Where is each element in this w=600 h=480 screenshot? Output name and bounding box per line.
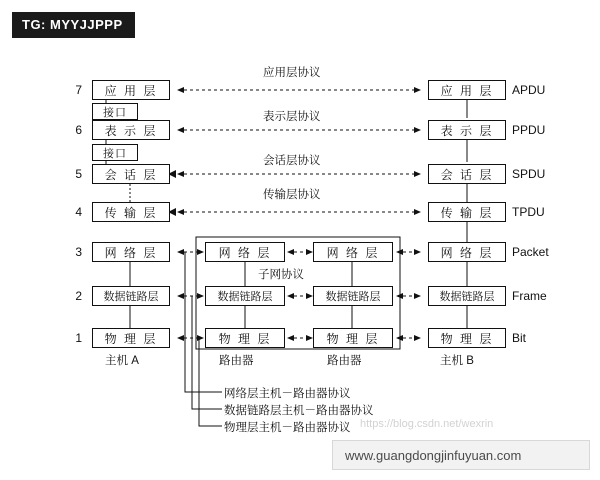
pdu-label-apdu: APDU xyxy=(512,83,546,97)
site-watermark-text: www.guangdongjinfuyuan.com xyxy=(345,447,522,463)
layer-number-4: 4 xyxy=(75,205,82,219)
layer-number-3: 3 xyxy=(75,245,82,259)
host-a-layer-physical[interactable]: 物 理 层 xyxy=(92,328,170,348)
subnet-protocol-label: 子网协议 xyxy=(258,269,304,281)
host-b-layer-presentation[interactable]: 表 示 层 xyxy=(428,120,506,140)
host-b-layer-datalink[interactable]: 数据链路层 xyxy=(428,286,506,306)
host-b-layer-session[interactable]: 会 话 层 xyxy=(428,164,506,184)
csdn-watermark: https://blog.csdn.net/wexrin xyxy=(360,418,494,430)
router-right-title: 路由器 xyxy=(327,355,362,367)
host-a-layer-transport[interactable]: 传 输 层 xyxy=(92,202,170,222)
router-left-layer-physical[interactable]: 物 理 层 xyxy=(205,328,285,348)
host-a-layer-presentation[interactable]: 表 示 层 xyxy=(92,120,170,140)
host-a-layer-datalink[interactable]: 数据链路层 xyxy=(92,286,170,306)
host-a-interface-1: 接口 xyxy=(92,103,138,120)
host-b-layer-physical[interactable]: 物 理 层 xyxy=(428,328,506,348)
bottom-caption-physical: 物理层主机－路由器协议 xyxy=(224,422,351,434)
pdu-label-tpdu: TPDU xyxy=(512,205,545,219)
host-b-layer-network[interactable]: 网 络 层 xyxy=(428,242,506,262)
pdu-label-bit: Bit xyxy=(512,331,527,345)
bottom-caption-datalink: 数据链路层主机－路由器协议 xyxy=(224,405,374,417)
host-a-interface-2: 接口 xyxy=(92,144,138,161)
layer-number-7: 7 xyxy=(75,83,82,97)
tg-tag: TG: MYYJJPPP xyxy=(12,12,135,38)
host-a-title: 主机 A xyxy=(105,355,139,367)
host-a-layer-network[interactable]: 网 络 层 xyxy=(92,242,170,262)
pdu-label-ppdu: PPDU xyxy=(512,123,546,137)
pdu-label-packet: Packet xyxy=(512,245,549,259)
router-left-layer-datalink[interactable]: 数据链路层 xyxy=(205,286,285,306)
router-left-layer-network[interactable]: 网 络 层 xyxy=(205,242,285,262)
pdu-label-frame: Frame xyxy=(512,289,547,303)
router-right-layer-network[interactable]: 网 络 层 xyxy=(313,242,393,262)
layer-number-2: 2 xyxy=(75,289,82,303)
router-right-layer-physical[interactable]: 物 理 层 xyxy=(313,328,393,348)
host-b-layer-application[interactable]: 应 用 层 xyxy=(428,80,506,100)
layer-number-1: 1 xyxy=(75,331,82,345)
protocol-label-session: 会话层协议 xyxy=(263,155,321,167)
router-left-title: 路由器 xyxy=(219,355,254,367)
protocol-label-transport: 传输层协议 xyxy=(263,189,321,201)
pdu-label-spdu: SPDU xyxy=(512,167,546,181)
protocol-label-presentation: 表示层协议 xyxy=(263,111,321,123)
layer-number-6: 6 xyxy=(75,123,82,137)
host-a-layer-application[interactable]: 应 用 层 xyxy=(92,80,170,100)
host-b-title: 主机 B xyxy=(440,355,474,367)
site-watermark-bar xyxy=(332,440,590,470)
bottom-caption-network: 网络层主机－路由器协议 xyxy=(224,388,351,400)
router-right-layer-datalink[interactable]: 数据链路层 xyxy=(313,286,393,306)
protocol-label-application: 应用层协议 xyxy=(263,67,321,79)
host-a-layer-session[interactable]: 会 话 层 xyxy=(92,164,170,184)
layer-number-5: 5 xyxy=(75,167,82,181)
host-b-layer-transport[interactable]: 传 输 层 xyxy=(428,202,506,222)
